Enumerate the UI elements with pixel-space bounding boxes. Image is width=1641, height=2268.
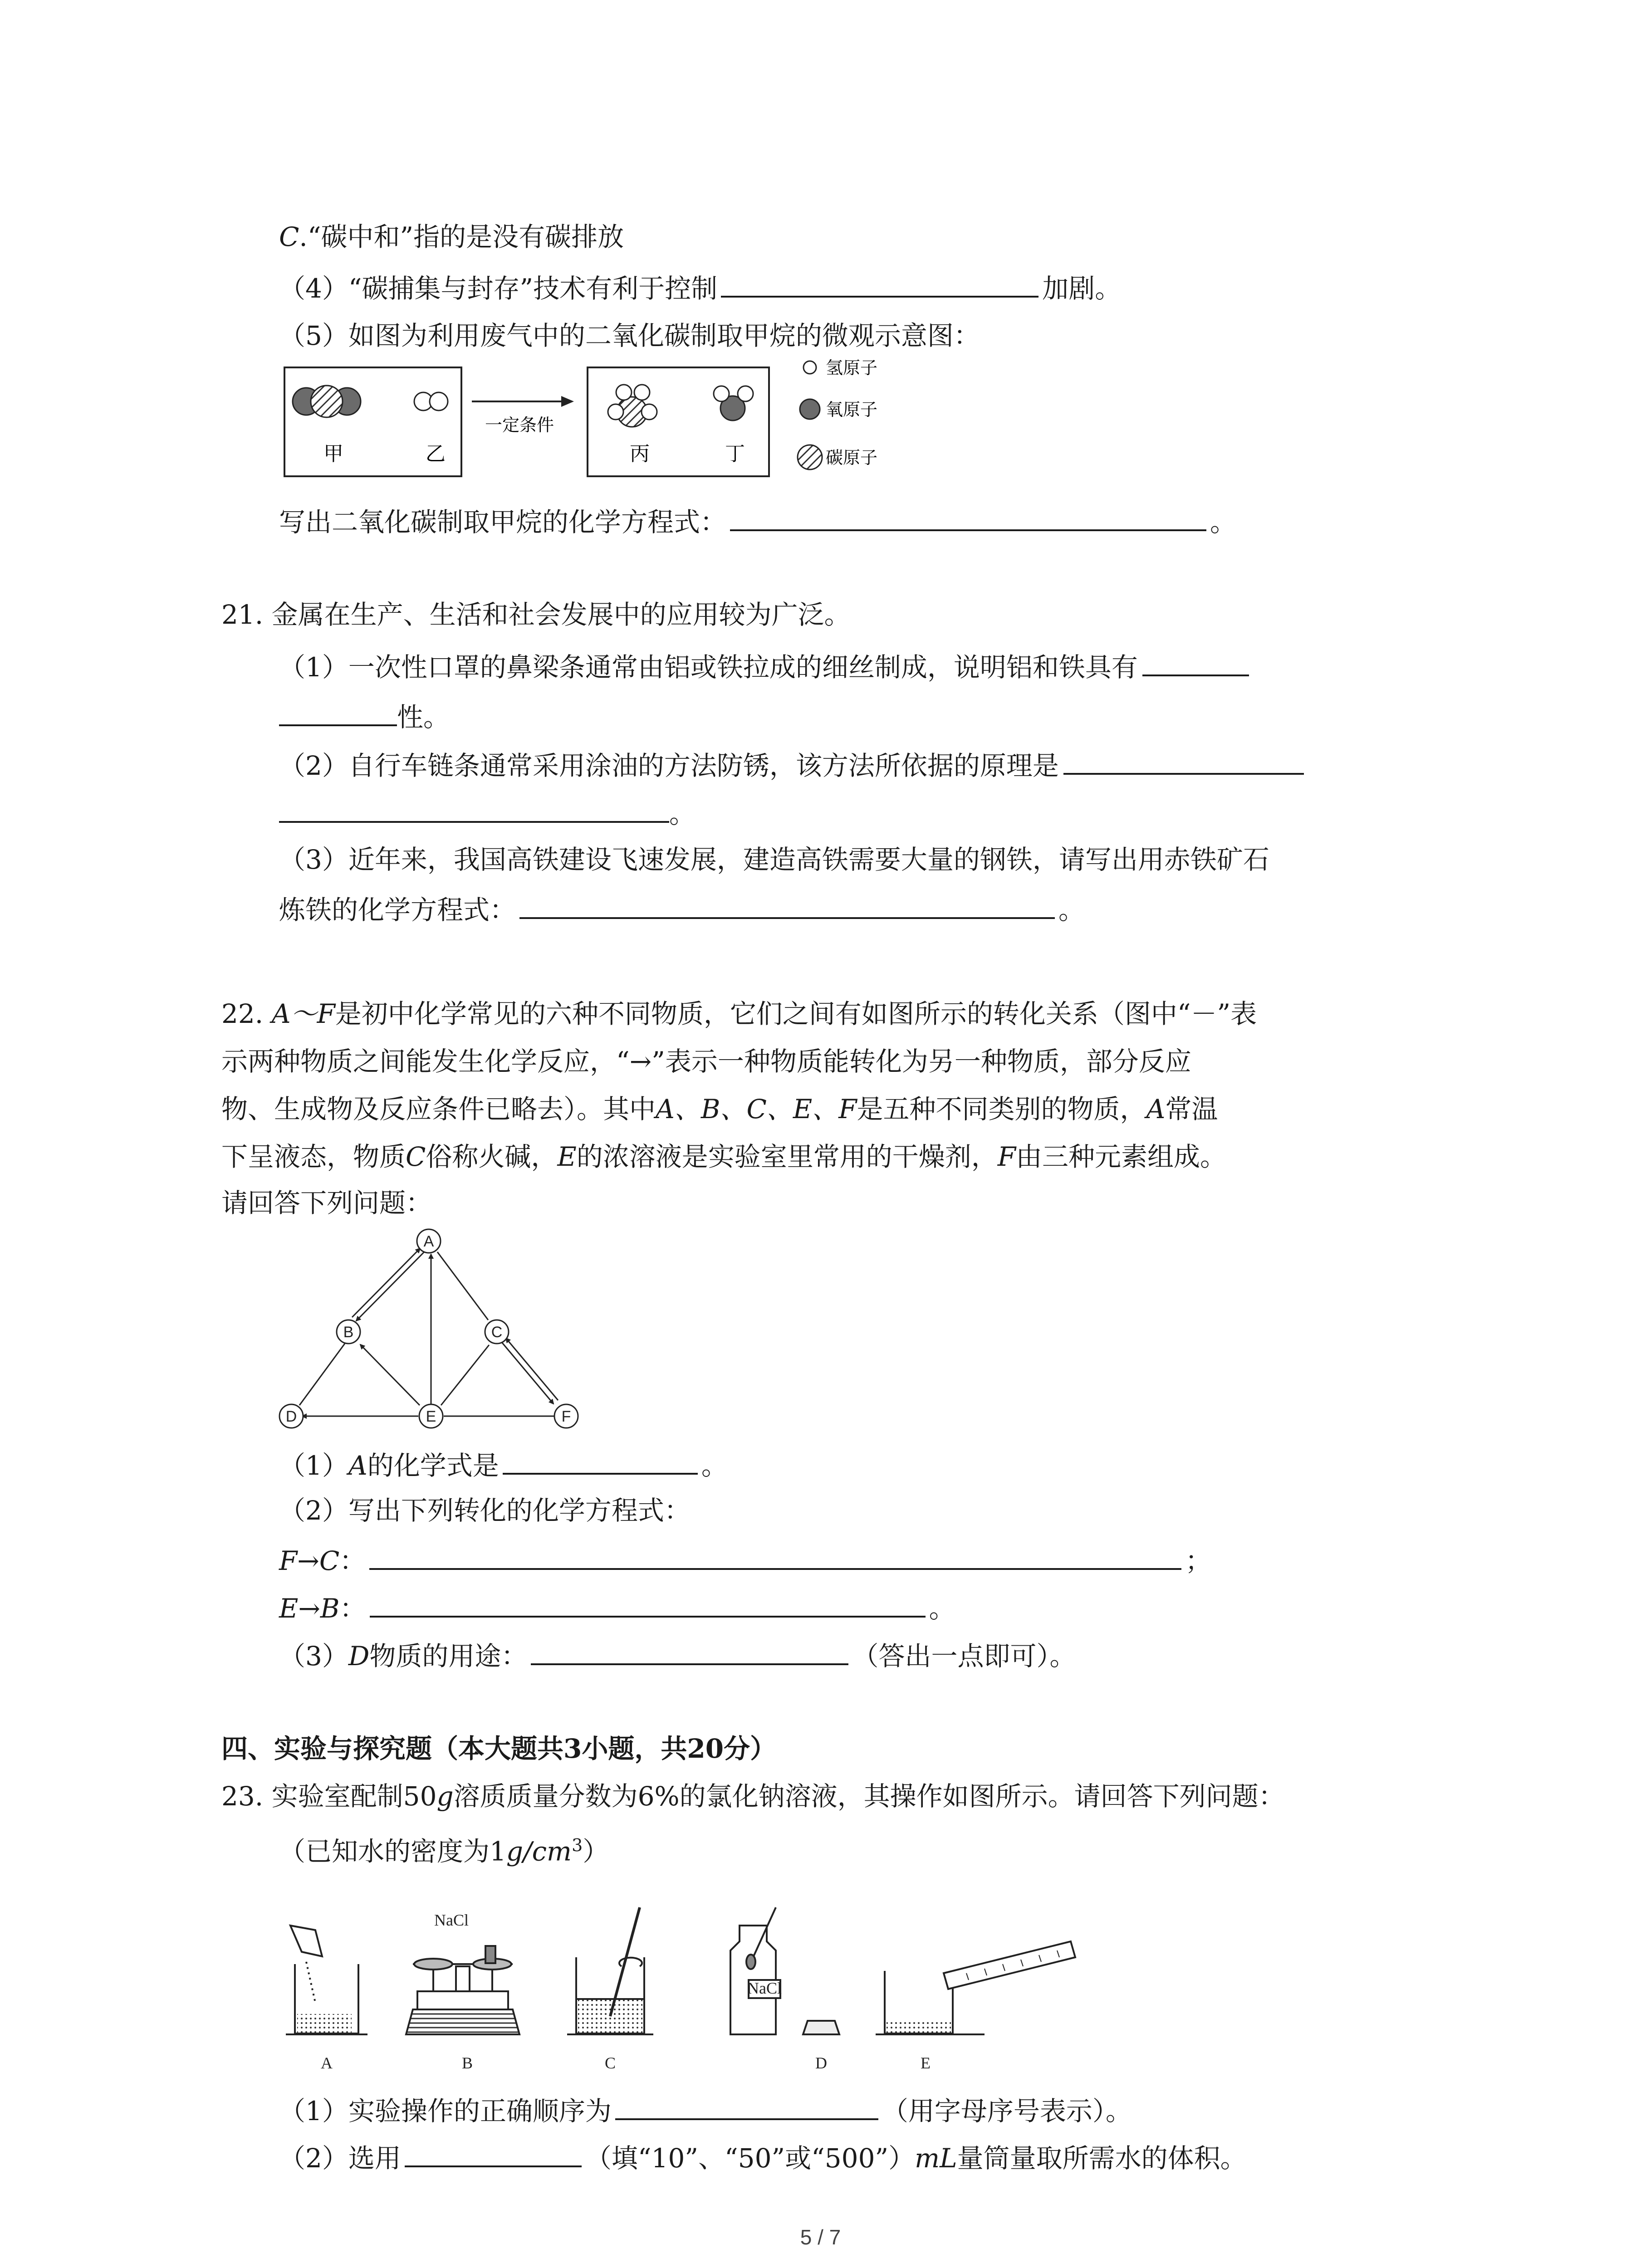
svg-text:D: D	[815, 2054, 827, 2072]
legend-oxygen-icon	[800, 399, 820, 419]
substance-relation-diagram	[272, 1225, 599, 1433]
q22-stem-line1: 22. A～F是初中化学常见的六种不同物质，它们之间有如图所示的转化关系（图中“－”表	[221, 998, 1257, 1029]
q22-fc: F→C： ；	[279, 1540, 1211, 1579]
svg-text:C: C	[491, 1324, 503, 1341]
svg-text:氧原子: 氧原子	[826, 400, 878, 420]
q21-part1: （1）一次性口罩的鼻梁条通常由铝或铁拉成的细丝制成，说明铝和铁具有	[279, 646, 1249, 685]
answer-blank[interactable]	[503, 1445, 698, 1475]
lab-operations-figure	[277, 1898, 1107, 2080]
q23-note: （已知水的密度为$1g/cm^3$）	[279, 1835, 609, 1867]
answer-blank[interactable]	[615, 2090, 878, 2120]
svg-text:氢原子: 氢原子	[826, 358, 878, 378]
svg-text:A: A	[321, 2054, 333, 2072]
methane-micro-diagram	[279, 358, 973, 494]
q22-sub3: （3）D物质的用途： （答出一点即可）。	[279, 1635, 1076, 1674]
q22-stem-line2: 示两种物质之间能发生化学反应，“→”表示一种物质能转化为另一种物质，部分反应	[221, 1046, 1191, 1077]
q23-sub2: （2）选用 （填“10”、“50”或“500”）mL量筒量取所需水的体积。	[279, 2137, 1247, 2176]
answer-blank[interactable]	[279, 696, 397, 726]
answer-blank[interactable]	[370, 1588, 926, 1618]
svg-text:E: E	[921, 2054, 931, 2072]
carbon-atom	[311, 386, 343, 417]
op-c	[567, 1907, 653, 2034]
q21-part2: （2）自行车链条通常采用涂油的方法防锈，该方法所依据的原理是	[279, 745, 1304, 784]
answer-blank[interactable]	[279, 793, 669, 823]
q22-sub1: （1）A的化学式是 。	[279, 1445, 728, 1484]
q21-part3-cont: 炼铁的化学方程式： 。	[279, 889, 1085, 928]
option-c: C.“碳中和”指的是没有碳排放	[279, 221, 624, 252]
answer-blank[interactable]	[1063, 745, 1304, 775]
page-number: 5 / 7	[800, 2225, 841, 2249]
answer-blank[interactable]	[405, 2137, 582, 2167]
answer-blank[interactable]	[730, 501, 1206, 531]
section-title: 四、实验与探究题（本大题共3小题，共20分）	[221, 1733, 777, 1764]
q21-part2-cont: 。	[279, 793, 696, 832]
svg-text:B: B	[461, 2054, 473, 2072]
q23-stem: 23. 实验室配制50g溶质质量分数为6%的氯化钠溶液，其操作如图所示。请回答下列问题：	[221, 1781, 1285, 1812]
q21-stem: 21. 金属在生产、生活和社会发展中的应用较为广泛。	[221, 599, 851, 630]
op-e	[876, 1941, 1075, 2034]
q22-stem-line4: 下呈液态，物质C俗称火碱，E的浓溶液是实验室里常用的干燥剂，F由三种元素组成。	[221, 1141, 1227, 1172]
q22-sub2: （2）写出下列转化的化学方程式：	[279, 1495, 691, 1526]
svg-text:NaCl: NaCl	[747, 1979, 782, 1997]
q23-sub1: （1）实验操作的正确顺序为 （用字母序号表示）。	[279, 2090, 1132, 2129]
op-a	[286, 1926, 367, 2034]
svg-text:B: B	[343, 1324, 354, 1341]
label-bing: 丙	[630, 442, 650, 465]
q20-part5: （5）如图为利用废气中的二氧化碳制取甲烷的微观示意图：	[279, 320, 980, 351]
svg-text:F: F	[561, 1408, 571, 1425]
svg-text:D: D	[285, 1408, 297, 1425]
hydrogen-atom	[430, 392, 448, 411]
answer-blank[interactable]	[519, 889, 1055, 919]
q22-stem-line5: 请回答下列问题：	[221, 1188, 432, 1218]
svg-text:C: C	[604, 2054, 616, 2072]
q20-part4: （4）“碳捕集与封存”技术有利于控制 加剧。	[279, 268, 1121, 307]
q20-equation-prompt: 写出二氧化碳制取甲烷的化学方程式： 。	[279, 501, 1236, 540]
svg-text:碳原子: 碳原子	[826, 448, 878, 468]
label-jia: 甲	[323, 442, 343, 465]
q21-part3: （3）近年来，我国高铁建设飞速发展，建造高铁需要大量的钢铁，请写出用赤铁矿石	[279, 844, 1269, 875]
answer-blank[interactable]	[369, 1540, 1181, 1570]
op-b	[406, 1946, 519, 2034]
q22-eb: E→B： 。	[279, 1588, 955, 1627]
q22-stem-line3: 物、生成物及反应条件已略去）。其中A、B、C、E、F是五种不同类别的物质，A常温	[221, 1094, 1218, 1124]
q21-part1-cont: 性。	[279, 696, 450, 735]
label-condition: 一定条件	[485, 415, 554, 435]
svg-text:E: E	[426, 1408, 436, 1425]
legend-hydrogen-icon	[803, 361, 816, 374]
label-ding: 丁	[725, 442, 745, 465]
svg-text:A: A	[423, 1233, 434, 1250]
op-d	[730, 1907, 839, 2034]
answer-blank[interactable]	[531, 1635, 848, 1665]
answer-blank[interactable]	[721, 268, 1038, 298]
legend-carbon-icon	[798, 445, 822, 469]
label-yi: 乙	[426, 442, 446, 465]
answer-blank[interactable]	[1142, 646, 1249, 676]
svg-text:NaCl: NaCl	[434, 1911, 469, 1929]
